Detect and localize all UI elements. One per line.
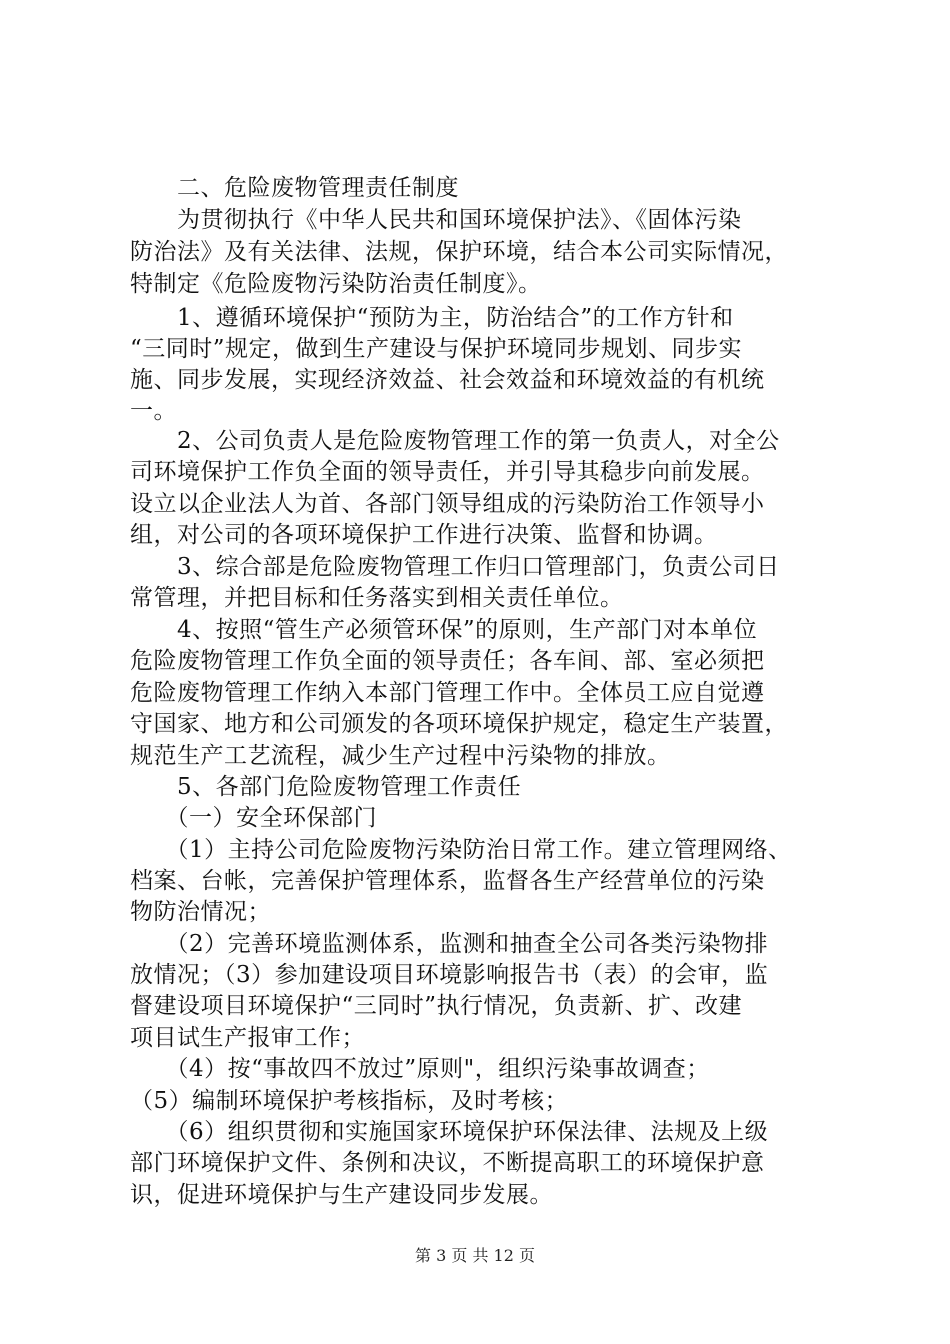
text-line: （5）编制环境保护考核指标，及时考核；: [130, 1088, 569, 1114]
text-line: 识，促进环境保护与生产建设同步发展。: [130, 1182, 553, 1208]
text-line: 设立以企业法人为首、各部门领导组成的污染防治工作领导小: [130, 491, 765, 517]
text-line: 2、公司负责人是危险废物管理工作的第一负责人，对全公: [130, 428, 780, 454]
text-line: 物防治情况；: [130, 899, 271, 925]
text-line: （6）组织贯彻和实施国家环境保护环保法律、法规及上级: [130, 1119, 769, 1145]
page-number-footer: 第 3 页 共 12 页: [415, 1246, 535, 1265]
text-line: “三同时”规定，做到生产建设与保护环境同步规划、同步实: [130, 336, 743, 362]
text-line: 督建设项目环境保护“三同时”执行情况，负责新、扩、改建: [130, 993, 743, 1019]
text-line: 危险废物管理工作纳入本部门管理工作中。全体员工应自觉遵: [130, 680, 765, 706]
text-line: 常管理，并把目标和任务落实到相关责任单位。: [130, 585, 624, 611]
text-line: 司环境保护工作负全面的领导责任，并引导其稳步向前发展。: [130, 459, 765, 485]
text-line: 放情况；（3）参加建设项目环境影响报告书（表）的会审，监: [130, 962, 769, 988]
text-line: （2）完善环境监测体系，监测和抽查全公司各类污染物排: [130, 931, 769, 957]
text-line: （一）安全环保部门: [130, 805, 377, 831]
text-line: 3、综合部是危险废物管理工作归口管理部门，负责公司日: [130, 554, 780, 580]
text-line: 规范生产工艺流程，减少生产过程中污染物的排放。: [130, 743, 671, 769]
text-line: 特制定《危险废物污染防治责任制度》。: [130, 271, 542, 297]
text-line: 危险废物管理工作负全面的领导责任；各车间、部、室必须把: [130, 648, 765, 674]
text-line: 组，对公司的各项环境保护工作进行决策、监督和协调。: [130, 522, 718, 548]
text-line: 守国家、地方和公司颁发的各项环境保护规定，稳定生产装置，: [130, 711, 788, 737]
text-line: 4、按照“管生产必须管环保”的原则，生产部门对本单位: [130, 617, 758, 643]
text-line: 为贯彻执行《中华人民共和国环境保护法》、《固体污染: [130, 207, 742, 233]
text-line: 一。: [130, 398, 177, 424]
text-line: 档案、台帐，完善保护管理体系，监督各生产经营单位的污染: [130, 868, 765, 894]
section-heading: 二、危险废物管理责任制度: [130, 175, 459, 201]
text-line: 防治法》及有关法律、法规，保护环境，结合本公司实际情况，: [130, 239, 788, 265]
text-line: （1）主持公司危险废物污染防治日常工作。建立管理网络、: [130, 837, 792, 863]
text-line: 5、各部门危险废物管理工作责任: [130, 774, 522, 800]
text-line: 施、同步发展，实现经济效益、社会效益和环境效益的有机统: [130, 367, 765, 393]
text-line: 项目试生产报审工作；: [130, 1025, 365, 1051]
text-line: 部门环境保护文件、条例和决议，不断提高职工的环境保护意: [130, 1150, 765, 1176]
text-line: 1、遵循环境保护“预防为主，防治结合”的工作方针和: [130, 305, 734, 331]
text-line: （4）按“事故四不放过”原则"，组织污染事故调查；: [130, 1056, 710, 1082]
